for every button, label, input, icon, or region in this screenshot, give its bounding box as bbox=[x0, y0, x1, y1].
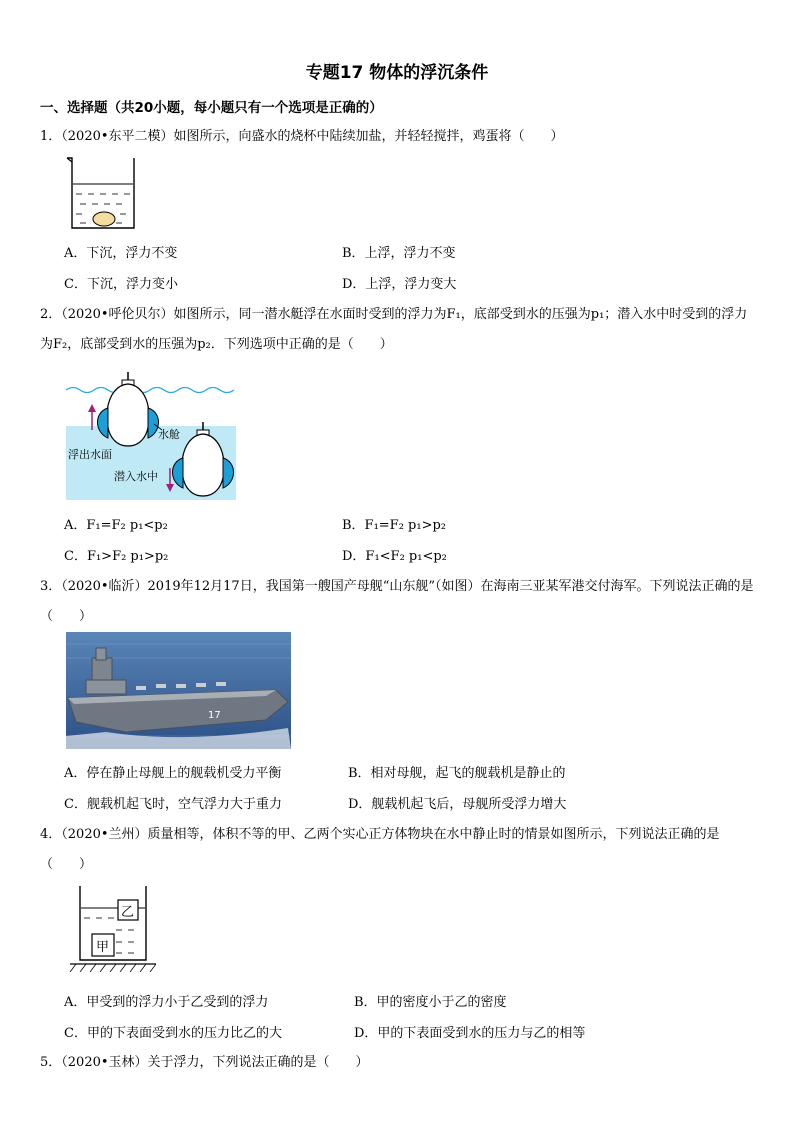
section-heading: 一、选择题（共20小题，每小题只有一个选项是正确的） bbox=[40, 100, 383, 116]
submarine-figure bbox=[66, 368, 236, 500]
dive-label: 潜入水中 bbox=[114, 470, 158, 483]
question-1-stem: 1．（2020•东平二模）如图所示，向盛水的烧杯中陆续加盐，并轻轻搅拌，鸡蛋将（ ） bbox=[40, 129, 564, 144]
block-yi-label: 乙 bbox=[121, 905, 135, 920]
floating-submarine-icon bbox=[98, 372, 159, 446]
aircraft-carrier-photo bbox=[66, 632, 291, 749]
question-4-stem: 4．（2020•兰州）质量相等，体积不等的甲、乙两个实心正方体物块在水中静止时的情景如图所示，下列说法正确的是（ ） bbox=[40, 827, 720, 872]
q1-option-d: D．上浮，浮力变大 bbox=[342, 277, 457, 292]
q2-option-d: D．F₁<F₂ p₁<p₂ bbox=[342, 549, 447, 564]
question-5-stem: 5．（2020•玉林）关于浮力，下列说法正确的是（ ） bbox=[40, 1055, 369, 1070]
q1-option-c: C．下沉，浮力变小 bbox=[64, 277, 178, 292]
blocks-in-water-figure bbox=[66, 886, 156, 972]
q4-option-d: D．甲的下表面受到水的压力与乙的相等 bbox=[354, 1026, 586, 1041]
q2-option-b: B．F₁=F₂ p₁>p₂ bbox=[342, 518, 447, 533]
block-jia-label: 甲 bbox=[96, 940, 110, 955]
q1-option-a: A．下沉，浮力不变 bbox=[64, 246, 178, 261]
page-title: 专题17 物体的浮沉条件 bbox=[305, 63, 489, 83]
egg-icon bbox=[93, 212, 115, 226]
q2-option-c: C．F₁>F₂ p₁>p₂ bbox=[64, 549, 169, 564]
hull-number: 17 bbox=[208, 710, 221, 721]
float-label: 浮出水面 bbox=[68, 448, 112, 461]
q4-option-c: C．甲的下表面受到水的压力比乙的大 bbox=[64, 1026, 282, 1041]
question-3-stem: 3．（2020•临沂）2019年12月17日，我国第一艘国产母舰“山东舰”（如图）在海南三亚某军港交付海军。下列说法正确的是（ ） bbox=[40, 579, 754, 624]
beaker-egg-figure bbox=[64, 156, 140, 232]
q2-option-a: A．F₁=F₂ p₁<p₂ bbox=[64, 518, 168, 533]
q3-option-b: B．相对母舰，起飞的舰载机是静止的 bbox=[348, 766, 566, 781]
q3-option-d: D．舰载机起飞后，母舰所受浮力增大 bbox=[348, 797, 567, 812]
q3-option-c: C．舰载机起飞时，空气浮力大于重力 bbox=[64, 797, 282, 812]
q1-option-b: B．上浮，浮力不变 bbox=[342, 246, 456, 261]
q4-option-a: A．甲受到的浮力小于乙受到的浮力 bbox=[64, 995, 269, 1010]
question-2-stem: 2．（2020•呼伦贝尔）如图所示，同一潜水艇浮在水面时受到的浮力为F₁，底部受到水的压强为p₁；潜入水中时受到的浮力为F₂，底部受到水的压强为p₂．下列选项中正确的是（ ） bbox=[40, 307, 748, 352]
q4-option-b: B．甲的密度小于乙的密度 bbox=[354, 995, 507, 1010]
tank-label: 水舱 bbox=[158, 428, 180, 441]
q3-option-a: A．停在静止母舰上的舰载机受力平衡 bbox=[64, 766, 282, 781]
